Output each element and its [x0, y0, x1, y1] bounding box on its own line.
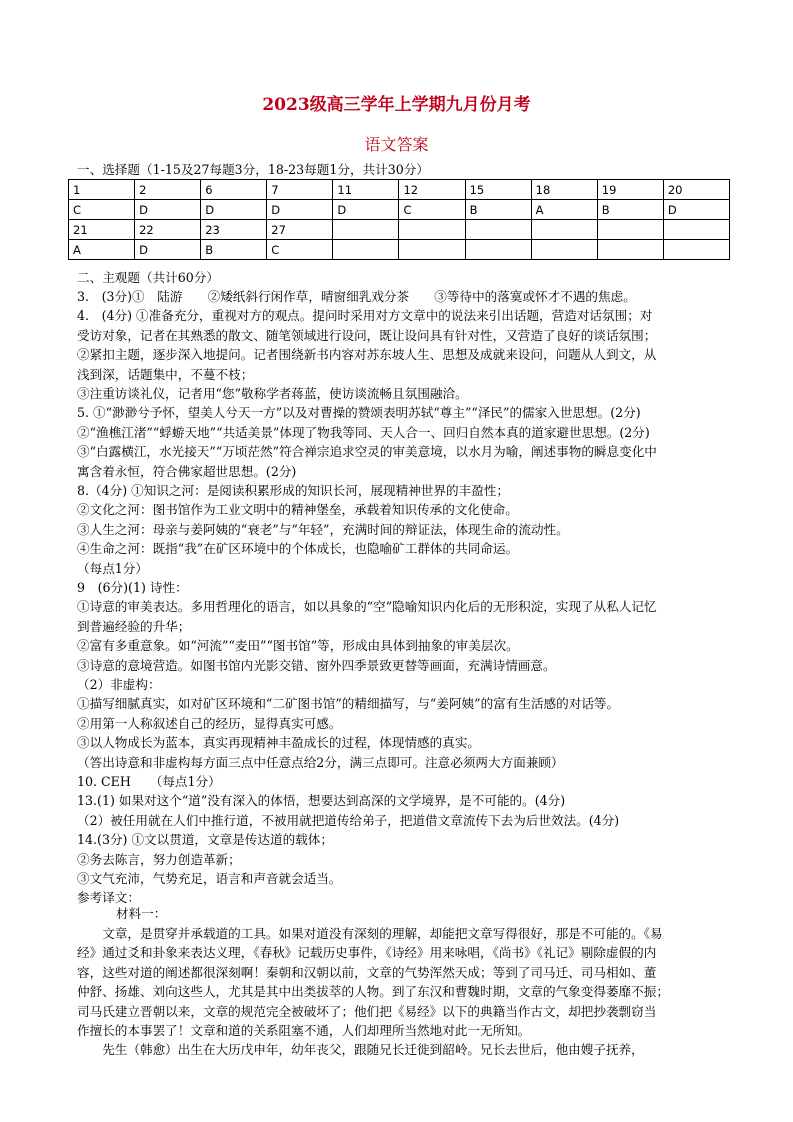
- table-cell: B: [201, 240, 267, 260]
- answer-line: ②文化之河：图书馆作为工业文明中的精神堡垒，承载着知识传承的文化使命。: [77, 502, 518, 518]
- answer-line: 寓含着永恒，符合佛家超世思想。(2分): [77, 463, 297, 479]
- table-cell: [465, 220, 531, 240]
- table-cell: 12: [399, 180, 465, 200]
- table-cell: [531, 220, 597, 240]
- answer-line: 10. CEH （每点1分）: [77, 774, 221, 789]
- table-cell: [465, 240, 531, 260]
- exam-title: 2023级高三学年上学期九月份月考: [262, 95, 531, 115]
- table-cell: 20: [663, 180, 729, 200]
- table-cell: 18: [531, 180, 597, 200]
- table-cell: 19: [597, 180, 663, 200]
- answer-line: ③“白露横江，水光接天”“万顷茫然”符合禅宗追求空灵的审美意境，以水月为喻，阐述事物的瞬息变化中: [77, 444, 657, 460]
- answer-line: ③注重访谈礼仪，记者用“您”敬称学者蒋蓝，使访谈流畅且氛围融洽。: [77, 386, 468, 401]
- answer-line: ④生命之河：既指“我”在矿区环境中的个体成长，也隐喻矿工群体的共同命运。: [77, 541, 519, 557]
- answer-line: ③文气充沛，气势充足，语言和声音就会适当。: [77, 871, 342, 886]
- answer-line: ③以人物成长为蓝本，真实再现精神丰盈成长的过程，体现情感的真实。: [77, 735, 480, 751]
- answer-line: 13.(1) 如果对这个“道”没有深入的体悟，想要达到高深的文学境界，是不可能的。(4分): [77, 793, 566, 809]
- table-cell: [399, 240, 465, 260]
- table-row: [69, 220, 730, 240]
- table-cell: B: [465, 200, 531, 220]
- translation-line: 先生（韩愈）出生在大历戊申年，幼年丧父，跟随兄长迁徙到韶岭。兄长去世后，他由嫂子抚养，: [77, 1042, 644, 1058]
- section1-heading: 一、选择题（1-15及27每题3分，18-23每题1分，共计30分）: [77, 162, 429, 177]
- table-cell: 27: [267, 220, 333, 240]
- answer-line: ③人生之河：母亲与姜阿姨的“衰老”与“年轻”，充满时间的辩证法，体现生命的流动性。: [77, 521, 569, 537]
- table-cell: 15: [465, 180, 531, 200]
- table-cell: [399, 220, 465, 240]
- table-cell: C: [399, 200, 465, 220]
- translation-line: 经》通过爻和卦象来表达义理，《春秋》记载历史事件，《诗经》用来咏唱，《尚书》《礼记》剔除虚假的内: [77, 945, 657, 961]
- table-cell: D: [135, 200, 201, 220]
- translation-label: 材料一：: [116, 906, 167, 921]
- table-cell: [597, 220, 663, 240]
- table-cell: [663, 220, 729, 240]
- answer-line: 到普遍经验的升华；: [77, 618, 191, 634]
- answer-line: ②用第一人称叙述自己的经历，显得真实可感。: [77, 715, 342, 731]
- answer-table: [68, 179, 730, 260]
- table-cell: A: [531, 200, 597, 220]
- table-cell: [333, 240, 399, 260]
- table-cell: D: [663, 200, 729, 220]
- table-row: [69, 200, 730, 220]
- answer-line: 3. (3分)① 陆游 ②矮纸斜行闲作草，晴窗细乳戏分茶 ③等待中的落寞或怀才不遇的焦虑。: [77, 289, 636, 304]
- answer-line: ②紧扣主题，逐步深入地提问。记者围绕新书内容对苏东坡人生、思想及成就来设问，问题从人到文，从: [77, 347, 657, 363]
- table-cell: 23: [201, 220, 267, 240]
- translation-line: 作擅长的本事罢了！文章和道的关系阻塞不通，人们却理所当然地对此一无所知。: [77, 1023, 531, 1038]
- answer-line: （2）非虚构：: [77, 677, 161, 692]
- answer-line: ②务去陈言，努力创造革新；: [77, 851, 241, 867]
- answer-line: 9 (6分)(1) 诗性：: [77, 580, 188, 595]
- table-cell: C: [69, 200, 135, 220]
- answer-line: 受访对象，记者在其熟悉的散文、随笔领域进行设问，既让设问具有针对性，又营造了良好的谈话氛围；: [77, 327, 657, 343]
- table-cell: D: [135, 240, 201, 260]
- answer-line: 浅到深，话题集中，不蔓不枝；: [77, 366, 254, 382]
- table-cell: 11: [333, 180, 399, 200]
- answer-line: ①描写细腻真实，如对矿区环境和“二矿图书馆”的精细描写，与“姜阿姨”的富有生活感的对话等。: [77, 696, 620, 712]
- answer-line: 4. (4分) ①准备充分，重视对方的观点。提问时采用对方文章中的说法来引出话题，营造对话氛围；对: [77, 308, 653, 324]
- table-cell: D: [333, 200, 399, 220]
- table-cell: [597, 240, 663, 260]
- table-cell: C: [267, 240, 333, 260]
- answer-line: （每点1分）: [77, 560, 148, 576]
- answer-line: 5. ①“渺渺兮予怀，望美人兮天一方”以及对曹操的赞颂表明苏轼“尊主”“泽民”的儒家入世思想。(2分): [77, 405, 641, 421]
- table-cell: D: [201, 200, 267, 220]
- translation-line: 司马氏建立晋朝以来，文章的规范完全被破坏了；他们把《易经》以下的典籍当作古文，却把抄袭剽窃当: [77, 1003, 657, 1019]
- exam-subtitle: 语文答案: [364, 135, 429, 154]
- table-row: [69, 240, 730, 260]
- section2-heading: 二、主观题（共计60分）: [77, 270, 219, 285]
- answer-line: 14.(3分) ①文以贯道，文章是传达道的载体；: [77, 832, 333, 848]
- table-cell: 1: [69, 180, 135, 200]
- answer-line: 参考译文：: [77, 890, 140, 906]
- table-cell: 6: [201, 180, 267, 200]
- table-cell: [531, 240, 597, 260]
- table-cell: 7: [267, 180, 333, 200]
- translation-line: 容，这些对道的阐述都很深刻啊！秦朝和汉朝以前，文章的气势浑然天成；等到了司马迁、司马相如、董: [77, 964, 657, 980]
- answer-line: 8.（4分) ①知识之河：是阅读积累形成的知识长河，展现精神世界的丰盈性；: [77, 483, 509, 498]
- table-cell: 2: [135, 180, 201, 200]
- table-cell: B: [597, 200, 663, 220]
- table-cell: 22: [135, 220, 201, 240]
- answer-line: ①诗意的审美表达。多用哲理化的语言，如以具象的“空”隐喻知识内化后的无形积淀，实现了从私人记忆: [77, 599, 657, 615]
- table-cell: A: [69, 240, 135, 260]
- translation-line: 文章，是贯穿并承载道的工具。如果对道没有深刻的理解，却能把文章写得很好，那是不可能的。《易: [77, 926, 663, 941]
- answer-line: （2）被任用就在人们中推行道，不被用就把道传给弟子，把道借文章流传下去为后世效法。(4分): [77, 812, 620, 828]
- table-cell: D: [267, 200, 333, 220]
- table-cell: 21: [69, 220, 135, 240]
- answer-line: ②富有多重意象。如“河流”“麦田”“图书馆”等，形成由具体到抽象的审美层次。: [77, 638, 519, 654]
- translation-line: 仲舒、扬雄、刘向这些人，尤其是其中出类拔萃的人物。到了东汉和曹魏时期，文章的气象变得萎靡不振；: [77, 984, 669, 1000]
- table-cell: [663, 240, 729, 260]
- answer-line: ③诗意的意境营造。如图书馆内光影交错、窗外四季景致更替等画面，充满诗情画意。: [77, 657, 556, 673]
- table-row: [69, 180, 730, 200]
- table-cell: [333, 220, 399, 240]
- answer-line: ②“渔樵江渚”“蜉蝣天地”“共适美景”体现了物我等同、天人合一、回归自然本真的道家避世思想。(2分): [77, 424, 650, 440]
- answer-line: （答出诗意和非虚构每方面三点中任意点给2分，满三点即可。注意必须两大方面兼顾）: [77, 754, 564, 770]
